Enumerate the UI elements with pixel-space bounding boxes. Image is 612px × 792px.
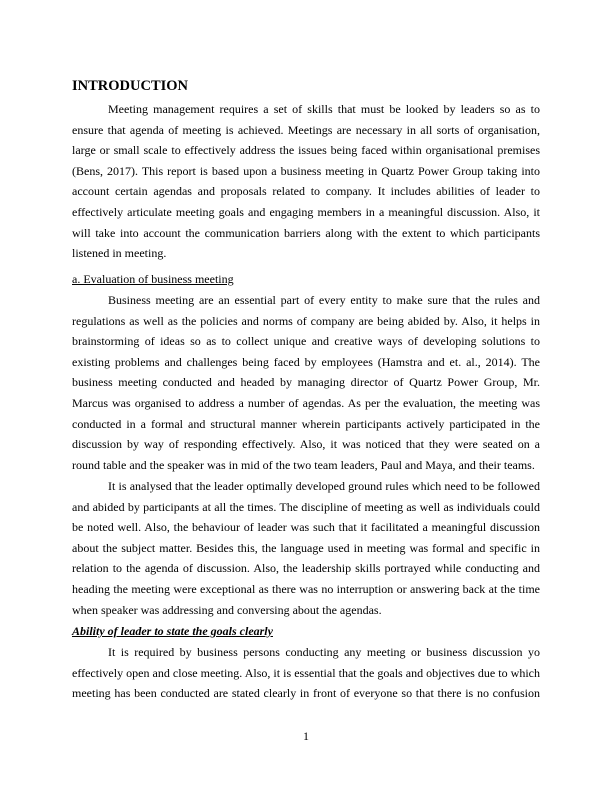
text-line: be noted well. Also, the behaviour of leader was such that it facilitated a meaningful discussion: [72, 520, 540, 535]
goals-paragraph: [72, 642, 540, 704]
text-line: discussion by way of responding effectively. Also, it was noticed that they were seated on a: [72, 437, 540, 452]
text-line: account certain agendas and proposals related to company. It includes abilities of leader to: [72, 184, 540, 199]
text-line: relation to the agenda of discussion. Also, the leadership skills portrayed while conducting and: [72, 561, 540, 576]
page-number: 1: [303, 729, 309, 743]
text-line: meeting has been conducted are stated clearly in front of everyone so that there is no confusion: [72, 686, 540, 701]
text-line: heading the meeting were exceptional as there was no interruption or answering back at the time: [72, 581, 540, 596]
evaluation-paragraph-1: [72, 290, 540, 475]
text-line: large or small scale to effectively address the issues being faced within organisational premises: [72, 143, 540, 158]
text-line: effectively open and close meeting. Also, it is essential that the goals and objectives due to which: [72, 665, 540, 680]
text-line: Marcus was organised to address a number of agendas. As per the evaluation, the meeting was: [72, 395, 540, 410]
text-line: existing problems and challenges being faced by employees (Hamstra and et. al., 2014). The: [72, 354, 540, 369]
text-line: and abided by participants at all the times. The discipline of meeting as well as individuals could: [72, 499, 540, 514]
evaluation-paragraph-2: [72, 476, 540, 620]
text-line: business meeting conducted and headed by managing director of Quartz Power Group, Mr.: [72, 375, 540, 390]
text-line: effectively articulate meeting goals and engaging members in a meaningful discussion. Also, it: [72, 204, 540, 219]
text-line: brainstorming of ideas so as to collect unique and creative ways of developing solutions to: [72, 334, 540, 349]
text-line: Business meeting are an essential part of every entity to make sure that the rules and: [108, 293, 540, 307]
text-line: It is analysed that the leader optimally developed ground rules which need to be followed: [108, 479, 540, 493]
text-line: will take into account the communication barriers along with the extent to which participants: [72, 225, 540, 240]
text-line: round table and the speaker was in mid of the two team leaders, Paul and Maya, and their teams.: [72, 457, 535, 472]
text-line: when speaker was addressing and conversing about the agendas.: [72, 602, 382, 617]
text-line: listened in meeting.: [72, 246, 167, 261]
text-line: Meeting management requires a set of skills that must be looked by leaders so as to: [108, 102, 540, 116]
section-heading-goals: Ability of leader to state the goals clearly: [72, 624, 273, 638]
text-line: It is required by business persons conducting any meeting or business discussion yo: [108, 645, 540, 659]
text-line: conducted in a formal and structural manner wherein participants actively participated in the: [72, 416, 540, 431]
text-line: ensure that agenda of meeting is achieved. Meetings are necessary in all sorts of organisation,: [72, 122, 540, 137]
text-line: about the subject matter. Besides this, the language used in meeting was formal and specific in: [72, 540, 540, 555]
page-title: INTRODUCTION: [72, 78, 189, 94]
intro-paragraph: [72, 99, 540, 264]
section-heading-evaluation: a. Evaluation of business meeting: [72, 272, 234, 286]
text-line: (Bens, 2017). This report is based upon a business meeting in Quartz Power Group taking into: [72, 163, 540, 178]
text-line: regulations as well as the policies and norms of company are being abided by. Also, it helps in: [72, 313, 540, 328]
